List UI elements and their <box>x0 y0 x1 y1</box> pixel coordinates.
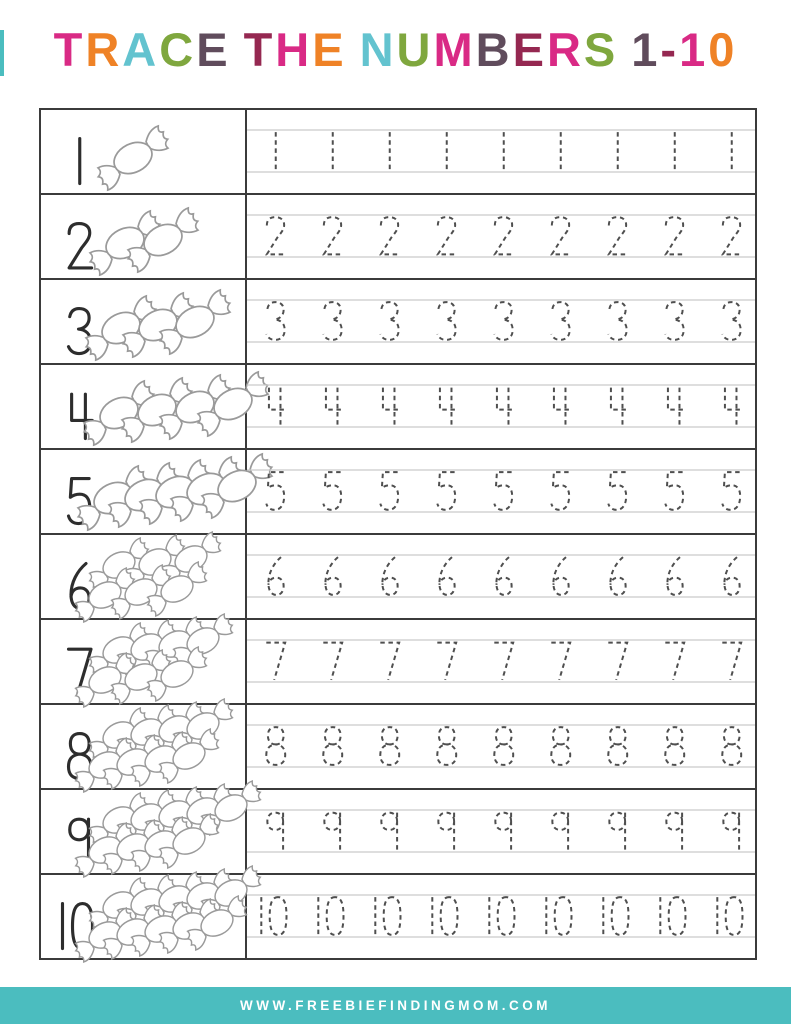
number-cell <box>41 620 247 703</box>
trace-digit <box>608 727 627 765</box>
trace-digit <box>666 813 682 850</box>
trace-digit <box>324 217 343 254</box>
trace-digit <box>722 302 740 340</box>
number-cell <box>41 195 247 278</box>
table-row <box>41 875 755 958</box>
title-letter: 0 <box>708 23 738 76</box>
number-and-candies <box>41 790 245 873</box>
trace-digit <box>268 557 283 595</box>
trace-digit <box>551 472 569 510</box>
number-and-candies <box>41 195 245 278</box>
number-cell <box>41 535 247 618</box>
trace-digit <box>269 388 286 425</box>
trace-lines <box>247 450 755 533</box>
trace-digit <box>494 727 513 765</box>
title-letter: H <box>275 23 313 76</box>
trace-digit <box>608 302 626 340</box>
trace-digit <box>437 727 456 765</box>
trace-lines <box>247 705 755 788</box>
title-letter: R <box>546 23 584 76</box>
trace-digit <box>495 813 511 850</box>
trace-digit <box>667 557 682 595</box>
trace-digit <box>437 302 455 340</box>
trace-digit <box>611 388 628 425</box>
trace-digit <box>665 302 683 340</box>
title-letter: R <box>85 23 123 76</box>
trace-digit <box>722 643 741 680</box>
table-row <box>41 195 755 280</box>
trace-digit <box>383 388 400 425</box>
table-row <box>41 450 755 535</box>
trace-digit <box>546 897 571 935</box>
trace-digit <box>552 217 571 254</box>
trace-digit <box>554 388 571 425</box>
trace-cell[interactable] <box>247 110 755 193</box>
number-and-candies <box>41 280 245 363</box>
trace-cell[interactable] <box>247 535 755 618</box>
trace-digit <box>380 472 398 510</box>
trace-lines <box>247 535 755 618</box>
trace-digit <box>380 643 399 680</box>
trace-lines <box>247 195 755 278</box>
trace-digit <box>439 557 454 595</box>
trace-digit <box>496 557 511 595</box>
trace-digit <box>326 388 343 425</box>
title-letter: E <box>512 23 547 76</box>
page-title <box>0 24 791 76</box>
trace-digit <box>660 897 685 935</box>
trace-digit <box>381 217 400 254</box>
trace-cell[interactable] <box>247 875 755 958</box>
trace-lines <box>247 620 755 703</box>
trace-cell[interactable] <box>247 365 755 448</box>
table-row <box>41 110 755 195</box>
trace-digit <box>323 643 342 680</box>
trace-digit <box>724 557 739 595</box>
trace-digit <box>665 643 684 680</box>
title-letter: T <box>243 23 276 76</box>
trace-cell[interactable] <box>247 790 755 873</box>
trace-digit <box>609 217 628 254</box>
trace-lines <box>247 790 755 873</box>
footer-url: WWW.FREEBIEFINDINGMOM.COM <box>240 998 551 1013</box>
trace-digit <box>551 727 570 765</box>
number-and-candies <box>41 705 245 788</box>
trace-digit <box>717 897 742 935</box>
trace-digit <box>266 472 284 510</box>
trace-digit <box>551 302 569 340</box>
trace-lines <box>247 365 755 448</box>
trace-digit <box>723 813 739 850</box>
title-letter: S <box>583 23 619 76</box>
trace-digit <box>610 557 625 595</box>
title-letter: 1 <box>679 23 709 76</box>
trace-digit <box>665 727 684 765</box>
trace-digit <box>552 813 568 850</box>
trace-digit <box>551 643 570 680</box>
title-letter: C <box>159 23 197 76</box>
trace-digit <box>494 643 513 680</box>
table-row <box>41 705 755 790</box>
trace-lines <box>247 875 755 958</box>
trace-digit <box>437 472 455 510</box>
candy-icon <box>90 125 176 192</box>
title-letter: B <box>475 23 513 76</box>
number-and-candies <box>41 620 245 703</box>
number-and-candies <box>41 110 245 193</box>
trace-digit <box>266 302 284 340</box>
trace-digit <box>324 813 340 850</box>
trace-digit <box>665 472 683 510</box>
trace-cell[interactable] <box>247 620 755 703</box>
trace-cell[interactable] <box>247 280 755 363</box>
trace-digit <box>375 897 400 935</box>
trace-digit <box>438 217 457 254</box>
number-and-candies <box>41 535 245 618</box>
trace-digit <box>440 388 457 425</box>
trace-digit <box>323 302 341 340</box>
number-and-candies <box>41 450 245 533</box>
trace-digit <box>380 302 398 340</box>
trace-digit <box>381 813 397 850</box>
trace-digit <box>325 557 340 595</box>
trace-digit <box>323 727 342 765</box>
trace-digit <box>432 897 457 935</box>
title-letter: 1 <box>631 23 661 76</box>
trace-cell[interactable] <box>247 705 755 788</box>
trace-digit <box>722 472 740 510</box>
table-row <box>41 535 755 620</box>
trace-digit <box>608 472 626 510</box>
number-glyph <box>69 224 92 268</box>
trace-cell[interactable] <box>247 195 755 278</box>
trace-digit <box>722 727 741 765</box>
table-row <box>41 620 755 705</box>
trace-digit <box>267 813 283 850</box>
trace-digit <box>494 302 512 340</box>
number-cell <box>41 790 247 873</box>
number-cell <box>41 280 247 363</box>
trace-digit <box>668 388 685 425</box>
trace-digit <box>266 727 285 765</box>
table-row <box>41 790 755 875</box>
table-row <box>41 365 755 450</box>
trace-digit <box>609 813 625 850</box>
trace-digit <box>489 897 514 935</box>
trace-digit <box>267 217 286 254</box>
number-cell <box>41 365 247 448</box>
title-letter: N <box>359 23 397 76</box>
table-row <box>41 280 755 365</box>
number-and-candies <box>41 875 245 958</box>
trace-digit <box>723 217 742 254</box>
trace-cell[interactable] <box>247 450 755 533</box>
number-and-candies <box>41 365 245 448</box>
trace-digit <box>666 217 685 254</box>
title-letter: A <box>122 23 160 76</box>
title-letter: T <box>53 23 86 76</box>
title-letter: M <box>433 23 476 76</box>
trace-digit <box>603 897 628 935</box>
trace-digit <box>608 643 627 680</box>
footer-bar <box>0 987 791 1024</box>
trace-digit <box>495 217 514 254</box>
trace-digit <box>318 897 343 935</box>
trace-lines <box>247 280 755 363</box>
trace-digit <box>323 472 341 510</box>
title-letter: E <box>196 23 231 76</box>
worksheet-table <box>39 108 757 960</box>
trace-digit <box>380 727 399 765</box>
trace-digit <box>266 643 285 680</box>
number-cell <box>41 450 247 533</box>
trace-digit <box>494 472 512 510</box>
trace-digit <box>725 388 742 425</box>
trace-digit <box>553 557 568 595</box>
trace-digit <box>497 388 514 425</box>
trace-digit <box>438 813 454 850</box>
number-cell <box>41 705 247 788</box>
title-letter: E <box>312 23 347 76</box>
trace-lines <box>247 110 755 193</box>
number-cell <box>41 875 247 958</box>
trace-digit <box>261 897 286 935</box>
title-letter: - <box>660 23 680 76</box>
trace-digit <box>382 557 397 595</box>
title-letter: U <box>396 23 434 76</box>
trace-digit <box>437 643 456 680</box>
number-cell <box>41 110 247 193</box>
